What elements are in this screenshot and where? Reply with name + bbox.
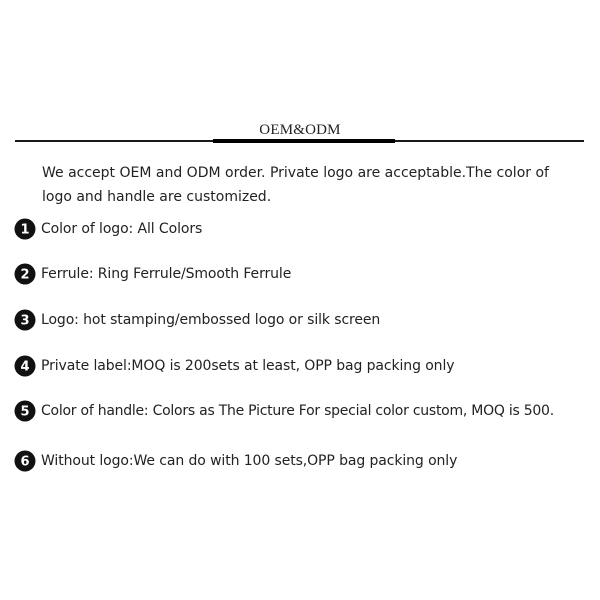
svg-text:1: 1 bbox=[20, 222, 30, 238]
svg-text:4: 4 bbox=[20, 359, 30, 375]
number-6-icon bbox=[14, 450, 36, 472]
svg-text:5: 5 bbox=[20, 404, 30, 420]
list-item-text: Logo: hot stamping/embossed logo or silk screen bbox=[41, 312, 381, 328]
list-item-text: Ferrule: Ring Ferrule/Smooth Ferrule bbox=[41, 266, 292, 282]
number-2-icon bbox=[14, 263, 36, 285]
list-item-text: Color of logo: All Colors bbox=[41, 221, 203, 237]
svg-text:3: 3 bbox=[20, 313, 30, 329]
list-item bbox=[14, 308, 380, 332]
list-item bbox=[14, 262, 291, 286]
list-item-text: Private label:MOQ is 200sets at least, OPP bag packing only bbox=[41, 358, 455, 374]
svg-text:6: 6 bbox=[20, 454, 30, 470]
list-item bbox=[14, 399, 554, 423]
list-item-text: Without logo:We can do with 100 sets,OPP bag packing only bbox=[41, 453, 458, 469]
number-3-icon bbox=[14, 309, 36, 331]
list-item bbox=[14, 449, 457, 473]
heading-underline bbox=[213, 139, 395, 143]
list-item-text: Color of handle: Colors as The Picture For special color custom, MOQ is 500. bbox=[41, 403, 554, 419]
list-item bbox=[14, 354, 454, 378]
number-5-icon bbox=[14, 400, 36, 422]
intro-paragraph: We accept OEM and ODM order. Private logo are acceptable.The color of logo and handle are customized. bbox=[42, 165, 549, 205]
number-4-icon bbox=[14, 355, 36, 377]
section-header bbox=[0, 122, 600, 146]
svg-text:2: 2 bbox=[20, 267, 30, 283]
number-1-icon bbox=[14, 218, 36, 240]
section-title: OEM&ODM bbox=[259, 122, 341, 138]
list-item bbox=[14, 217, 202, 241]
